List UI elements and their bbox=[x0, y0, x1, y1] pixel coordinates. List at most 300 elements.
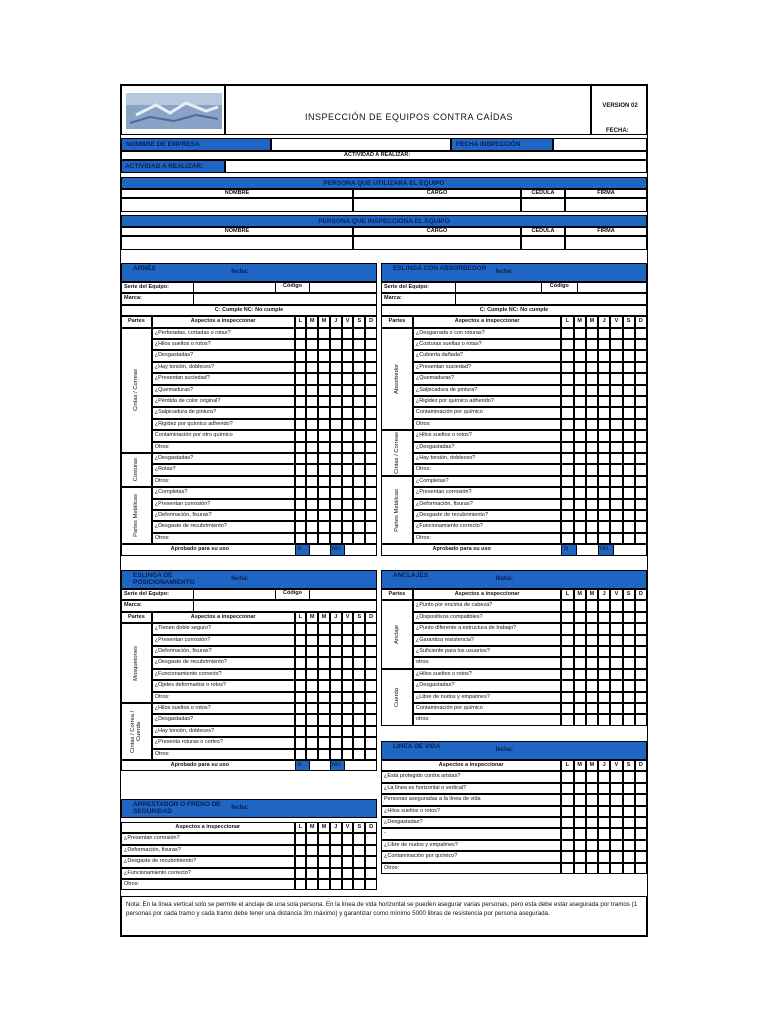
arrestador-check-cell[interactable] bbox=[342, 833, 354, 844]
arrestador-check-cell[interactable] bbox=[295, 845, 307, 856]
linea-vida-check-cell[interactable] bbox=[598, 783, 610, 794]
arnes-check-cell[interactable] bbox=[295, 487, 307, 498]
anclajes-check-cell[interactable] bbox=[635, 612, 647, 623]
eslinga-absorbedor-check-cell[interactable] bbox=[574, 476, 586, 487]
arnes-check-cell[interactable] bbox=[342, 373, 354, 384]
anclajes-check-cell[interactable] bbox=[574, 600, 586, 611]
arnes-check-cell[interactable] bbox=[306, 350, 318, 361]
arnes-check-cell[interactable] bbox=[318, 430, 330, 441]
arnes-check-cell[interactable] bbox=[306, 362, 318, 373]
eslinga-posicionamiento-check-cell[interactable] bbox=[342, 623, 354, 634]
linea-vida-check-cell[interactable] bbox=[635, 817, 647, 828]
anclajes-check-cell[interactable] bbox=[610, 600, 622, 611]
arrestador-check-cell[interactable] bbox=[365, 879, 377, 890]
arnes-check-cell[interactable] bbox=[295, 362, 307, 373]
eslinga-absorbedor-check-cell[interactable] bbox=[598, 328, 610, 339]
eslinga-absorbedor-check-cell[interactable] bbox=[635, 339, 647, 350]
eslinga-posicionamiento-check-cell[interactable] bbox=[295, 726, 307, 737]
eslinga-absorbedor-check-cell[interactable] bbox=[561, 328, 573, 339]
linea-vida-check-cell[interactable] bbox=[635, 840, 647, 851]
eslinga-absorbedor-check-cell[interactable] bbox=[598, 430, 610, 441]
arnes-check-cell[interactable] bbox=[330, 373, 342, 384]
anclajes-check-cell[interactable] bbox=[610, 623, 622, 634]
arnes-check-cell[interactable] bbox=[295, 533, 307, 544]
anclajes-check-cell[interactable] bbox=[561, 692, 573, 703]
linea-vida-check-cell[interactable] bbox=[561, 771, 573, 782]
anclajes-check-cell[interactable] bbox=[561, 669, 573, 680]
actividad-field[interactable] bbox=[225, 160, 647, 173]
persona-nombre-field[interactable] bbox=[121, 198, 353, 212]
eslinga-posicionamiento-check-cell[interactable] bbox=[330, 703, 342, 714]
arnes-check-cell[interactable] bbox=[306, 521, 318, 532]
anclajes-check-cell[interactable] bbox=[598, 623, 610, 634]
anclajes-check-cell[interactable] bbox=[623, 646, 635, 657]
eslinga-absorbedor-check-cell[interactable] bbox=[598, 510, 610, 521]
arnes-check-cell[interactable] bbox=[353, 533, 365, 544]
linea-vida-check-cell[interactable] bbox=[586, 863, 598, 874]
linea-vida-check-cell[interactable] bbox=[635, 794, 647, 805]
anclajes-check-cell[interactable] bbox=[623, 669, 635, 680]
linea-vida-check-cell[interactable] bbox=[574, 783, 586, 794]
eslinga-posicionamiento-check-cell[interactable] bbox=[365, 692, 377, 703]
eslinga-posicionamiento-check-cell[interactable] bbox=[330, 623, 342, 634]
anclajes-check-cell[interactable] bbox=[586, 635, 598, 646]
eslinga-posicionamiento-check-cell[interactable] bbox=[295, 692, 307, 703]
eslinga-posicionamiento-check-cell[interactable] bbox=[318, 703, 330, 714]
eslinga-posicionamiento-check-cell[interactable] bbox=[295, 623, 307, 634]
linea-vida-check-cell[interactable] bbox=[610, 863, 622, 874]
arnes-check-cell[interactable] bbox=[365, 442, 377, 453]
linea-vida-check-cell[interactable] bbox=[623, 794, 635, 805]
linea-vida-check-cell[interactable] bbox=[623, 863, 635, 874]
linea-vida-check-cell[interactable] bbox=[561, 794, 573, 805]
eslinga-posicionamiento-check-cell[interactable] bbox=[318, 692, 330, 703]
linea-vida-check-cell[interactable] bbox=[598, 840, 610, 851]
arnes-check-cell[interactable] bbox=[330, 385, 342, 396]
arrestador-check-cell[interactable] bbox=[318, 879, 330, 890]
eslinga-absorbedor-check-cell[interactable] bbox=[598, 533, 610, 544]
eslinga-posicionamiento-si-button[interactable]: SI bbox=[295, 760, 310, 771]
eslinga-posicionamiento-check-cell[interactable] bbox=[295, 646, 307, 657]
eslinga-posicionamiento-check-cell[interactable] bbox=[365, 726, 377, 737]
eslinga-posicionamiento-check-cell[interactable] bbox=[318, 680, 330, 691]
persona-cargo-field[interactable] bbox=[353, 198, 521, 212]
anclajes-check-cell[interactable] bbox=[586, 703, 598, 714]
anclajes-check-cell[interactable] bbox=[561, 657, 573, 668]
anclajes-check-cell[interactable] bbox=[574, 657, 586, 668]
arnes-check-cell[interactable] bbox=[295, 510, 307, 521]
eslinga-posicionamiento-check-cell[interactable] bbox=[318, 714, 330, 725]
arnes-check-cell[interactable] bbox=[295, 453, 307, 464]
arnes-check-cell[interactable] bbox=[318, 510, 330, 521]
arnes-check-cell[interactable] bbox=[306, 464, 318, 475]
eslinga-absorbedor-check-cell[interactable] bbox=[574, 362, 586, 373]
eslinga-absorbedor-check-cell[interactable] bbox=[610, 476, 622, 487]
arnes-check-cell[interactable] bbox=[330, 350, 342, 361]
linea-vida-check-cell[interactable] bbox=[623, 828, 635, 839]
eslinga-absorbedor-check-cell[interactable] bbox=[586, 385, 598, 396]
eslinga-absorbedor-check-cell[interactable] bbox=[635, 453, 647, 464]
arnes-check-cell[interactable] bbox=[353, 464, 365, 475]
eslinga-posicionamiento-check-cell[interactable] bbox=[318, 669, 330, 680]
arnes-check-cell[interactable] bbox=[306, 510, 318, 521]
arnes-check-cell[interactable] bbox=[342, 430, 354, 441]
anclajes-check-cell[interactable] bbox=[574, 635, 586, 646]
arnes-check-cell[interactable] bbox=[318, 487, 330, 498]
arnes-check-cell[interactable] bbox=[365, 407, 377, 418]
anclajes-check-cell[interactable] bbox=[610, 657, 622, 668]
arrestador-check-cell[interactable] bbox=[330, 879, 342, 890]
arnes-check-cell[interactable] bbox=[353, 510, 365, 521]
eslinga-absorbedor-check-cell[interactable] bbox=[586, 407, 598, 418]
arnes-check-cell[interactable] bbox=[342, 464, 354, 475]
arrestador-check-cell[interactable] bbox=[330, 868, 342, 879]
eslinga-absorbedor-check-cell[interactable] bbox=[610, 430, 622, 441]
eslinga-posicionamiento-check-cell[interactable] bbox=[330, 635, 342, 646]
eslinga-absorbedor-check-cell[interactable] bbox=[598, 487, 610, 498]
eslinga-posicionamiento-check-cell[interactable] bbox=[330, 646, 342, 657]
arnes-check-cell[interactable] bbox=[365, 396, 377, 407]
eslinga-absorbedor-check-cell[interactable] bbox=[623, 430, 635, 441]
arrestador-check-cell[interactable] bbox=[306, 879, 318, 890]
linea-vida-check-cell[interactable] bbox=[586, 806, 598, 817]
anclajes-check-cell[interactable] bbox=[586, 714, 598, 725]
arnes-check-cell[interactable] bbox=[306, 476, 318, 487]
arnes-check-cell[interactable] bbox=[330, 430, 342, 441]
anclajes-check-cell[interactable] bbox=[574, 669, 586, 680]
eslinga-absorbedor-check-cell[interactable] bbox=[610, 510, 622, 521]
eslinga-posicionamiento-check-cell[interactable] bbox=[365, 635, 377, 646]
eslinga-posicionamiento-check-cell[interactable] bbox=[342, 714, 354, 725]
eslinga-absorbedor-check-cell[interactable] bbox=[561, 453, 573, 464]
eslinga-absorbedor-check-cell[interactable] bbox=[635, 533, 647, 544]
eslinga-absorbedor-check-cell[interactable] bbox=[635, 442, 647, 453]
eslinga-absorbedor-check-cell[interactable] bbox=[610, 339, 622, 350]
eslinga-absorbedor-check-cell[interactable] bbox=[598, 464, 610, 475]
linea-vida-check-cell[interactable] bbox=[598, 817, 610, 828]
arnes-check-cell[interactable] bbox=[306, 339, 318, 350]
arnes-check-cell[interactable] bbox=[330, 339, 342, 350]
anclajes-check-cell[interactable] bbox=[574, 703, 586, 714]
linea-vida-check-cell[interactable] bbox=[561, 828, 573, 839]
eslinga-absorbedor-check-cell[interactable] bbox=[610, 464, 622, 475]
arnes-check-cell[interactable] bbox=[306, 442, 318, 453]
eslinga-posicionamiento-check-cell[interactable] bbox=[306, 669, 318, 680]
anclajes-check-cell[interactable] bbox=[635, 692, 647, 703]
arnes-check-cell[interactable] bbox=[318, 373, 330, 384]
linea-vida-check-cell[interactable] bbox=[635, 851, 647, 862]
anclajes-check-cell[interactable] bbox=[561, 623, 573, 634]
eslinga-absorbedor-check-cell[interactable] bbox=[623, 476, 635, 487]
eslinga-absorbedor-check-cell[interactable] bbox=[623, 350, 635, 361]
eslinga-absorbedor-check-cell[interactable] bbox=[561, 442, 573, 453]
anclajes-check-cell[interactable] bbox=[635, 600, 647, 611]
linea-vida-check-cell[interactable] bbox=[561, 817, 573, 828]
arnes-check-cell[interactable] bbox=[365, 453, 377, 464]
anclajes-check-cell[interactable] bbox=[610, 669, 622, 680]
anclajes-check-cell[interactable] bbox=[623, 612, 635, 623]
arrestador-check-cell[interactable] bbox=[318, 856, 330, 867]
linea-vida-check-cell[interactable] bbox=[561, 840, 573, 851]
eslinga-absorbedor-check-cell[interactable] bbox=[610, 373, 622, 384]
eslinga-absorbedor-no-button[interactable]: NO bbox=[598, 544, 614, 555]
anclajes-check-cell[interactable] bbox=[574, 714, 586, 725]
arnes-check-cell[interactable] bbox=[353, 487, 365, 498]
arnes-check-cell[interactable] bbox=[306, 385, 318, 396]
eslinga-posicionamiento-check-cell[interactable] bbox=[306, 635, 318, 646]
linea-vida-check-cell[interactable] bbox=[561, 806, 573, 817]
eslinga-posicionamiento-check-cell[interactable] bbox=[318, 749, 330, 760]
arnes-check-cell[interactable] bbox=[353, 328, 365, 339]
arrestador-check-cell[interactable] bbox=[306, 856, 318, 867]
eslinga-absorbedor-check-cell[interactable] bbox=[610, 499, 622, 510]
arnes-check-cell[interactable] bbox=[295, 328, 307, 339]
eslinga-posicionamiento-check-cell[interactable] bbox=[330, 749, 342, 760]
eslinga-posicionamiento-check-cell[interactable] bbox=[342, 669, 354, 680]
eslinga-posicionamiento-check-cell[interactable] bbox=[306, 703, 318, 714]
eslinga-absorbedor-check-cell[interactable] bbox=[623, 487, 635, 498]
eslinga-posicionamiento-check-cell[interactable] bbox=[295, 703, 307, 714]
eslinga-absorbedor-check-cell[interactable] bbox=[598, 373, 610, 384]
arnes-check-cell[interactable] bbox=[318, 328, 330, 339]
arnes-check-cell[interactable] bbox=[330, 453, 342, 464]
anclajes-check-cell[interactable] bbox=[623, 714, 635, 725]
arnes-check-cell[interactable] bbox=[318, 339, 330, 350]
fecha-inspeccion-field[interactable] bbox=[553, 138, 647, 151]
eslinga-posicionamiento-check-cell[interactable] bbox=[353, 703, 365, 714]
anclajes-check-cell[interactable] bbox=[635, 703, 647, 714]
linea-vida-check-cell[interactable] bbox=[574, 851, 586, 862]
eslinga-absorbedor-check-cell[interactable] bbox=[586, 350, 598, 361]
linea-vida-check-cell[interactable] bbox=[623, 817, 635, 828]
arrestador-check-cell[interactable] bbox=[295, 879, 307, 890]
linea-vida-check-cell[interactable] bbox=[623, 771, 635, 782]
anclajes-check-cell[interactable] bbox=[574, 680, 586, 691]
arnes-check-cell[interactable] bbox=[330, 533, 342, 544]
arnes-check-cell[interactable] bbox=[330, 476, 342, 487]
eslinga-absorbedor-check-cell[interactable] bbox=[635, 464, 647, 475]
linea-vida-check-cell[interactable] bbox=[586, 828, 598, 839]
eslinga-absorbedor-check-cell[interactable] bbox=[610, 396, 622, 407]
eslinga-posicionamiento-check-cell[interactable] bbox=[295, 635, 307, 646]
anclajes-check-cell[interactable] bbox=[610, 714, 622, 725]
eslinga-posicionamiento-check-cell[interactable] bbox=[342, 680, 354, 691]
arnes-check-cell[interactable] bbox=[353, 407, 365, 418]
arnes-check-cell[interactable] bbox=[318, 499, 330, 510]
arnes-check-cell[interactable] bbox=[353, 373, 365, 384]
eslinga-absorbedor-check-cell[interactable] bbox=[574, 419, 586, 430]
linea-vida-check-cell[interactable] bbox=[635, 863, 647, 874]
linea-vida-check-cell[interactable] bbox=[561, 783, 573, 794]
eslinga-absorbedor-check-cell[interactable] bbox=[598, 407, 610, 418]
arnes-check-cell[interactable] bbox=[318, 464, 330, 475]
eslinga-absorbedor-check-cell[interactable] bbox=[623, 533, 635, 544]
anclajes-check-cell[interactable] bbox=[574, 612, 586, 623]
eslinga-absorbedor-check-cell[interactable] bbox=[598, 362, 610, 373]
linea-vida-check-cell[interactable] bbox=[635, 771, 647, 782]
eslinga-posicionamiento-check-cell[interactable] bbox=[295, 749, 307, 760]
linea-vida-check-cell[interactable] bbox=[635, 828, 647, 839]
arrestador-check-cell[interactable] bbox=[306, 833, 318, 844]
eslinga-absorbedor-check-cell[interactable] bbox=[623, 419, 635, 430]
linea-vida-check-cell[interactable] bbox=[574, 840, 586, 851]
eslinga-posicionamiento-check-cell[interactable] bbox=[353, 635, 365, 646]
eslinga-posicionamiento-check-cell[interactable] bbox=[353, 692, 365, 703]
linea-vida-check-cell[interactable] bbox=[574, 817, 586, 828]
eslinga-absorbedor-check-cell[interactable] bbox=[598, 396, 610, 407]
anclajes-check-cell[interactable] bbox=[623, 635, 635, 646]
eslinga-absorbedor-check-cell[interactable] bbox=[561, 350, 573, 361]
arnes-check-cell[interactable] bbox=[342, 419, 354, 430]
arnes-no-button[interactable]: NO bbox=[330, 544, 345, 555]
eslinga-absorbedor-check-cell[interactable] bbox=[598, 499, 610, 510]
eslinga-absorbedor-check-cell[interactable] bbox=[561, 385, 573, 396]
anclajes-check-cell[interactable] bbox=[623, 600, 635, 611]
arnes-check-cell[interactable] bbox=[353, 521, 365, 532]
linea-vida-check-cell[interactable] bbox=[598, 851, 610, 862]
arnes-check-cell[interactable] bbox=[353, 419, 365, 430]
arnes-check-cell[interactable] bbox=[306, 328, 318, 339]
persona-nombre-field[interactable] bbox=[121, 236, 353, 250]
eslinga-posicionamiento-check-cell[interactable] bbox=[306, 749, 318, 760]
arnes-check-cell[interactable] bbox=[365, 476, 377, 487]
arnes-check-cell[interactable] bbox=[342, 442, 354, 453]
arrestador-check-cell[interactable] bbox=[330, 845, 342, 856]
eslinga-absorbedor-si-button[interactable]: SI bbox=[561, 544, 577, 555]
anclajes-check-cell[interactable] bbox=[586, 669, 598, 680]
eslinga-posicionamiento-check-cell[interactable] bbox=[318, 635, 330, 646]
arnes-check-cell[interactable] bbox=[306, 533, 318, 544]
arnes-check-cell[interactable] bbox=[365, 510, 377, 521]
eslinga-posicionamiento-check-cell[interactable] bbox=[330, 657, 342, 668]
linea-vida-check-cell[interactable] bbox=[586, 817, 598, 828]
eslinga-posicionamiento-check-cell[interactable] bbox=[306, 646, 318, 657]
arrestador-check-cell[interactable] bbox=[295, 868, 307, 879]
eslinga-absorbedor-check-cell[interactable] bbox=[635, 407, 647, 418]
eslinga-absorbedor-check-cell[interactable] bbox=[610, 407, 622, 418]
anclajes-check-cell[interactable] bbox=[561, 646, 573, 657]
arrestador-check-cell[interactable] bbox=[342, 856, 354, 867]
arnes-check-cell[interactable] bbox=[342, 510, 354, 521]
linea-vida-check-cell[interactable] bbox=[598, 806, 610, 817]
arnes-check-cell[interactable] bbox=[342, 487, 354, 498]
eslinga-posicionamiento-check-cell[interactable] bbox=[330, 726, 342, 737]
eslinga-absorbedor-check-cell[interactable] bbox=[635, 510, 647, 521]
eslinga-absorbedor-check-cell[interactable] bbox=[561, 533, 573, 544]
arnes-check-cell[interactable] bbox=[306, 487, 318, 498]
anclajes-check-cell[interactable] bbox=[610, 635, 622, 646]
arrestador-check-cell[interactable] bbox=[353, 833, 365, 844]
eslinga-absorbedor-check-cell[interactable] bbox=[623, 407, 635, 418]
linea-vida-check-cell[interactable] bbox=[610, 771, 622, 782]
persona-firma-field[interactable] bbox=[565, 198, 647, 212]
eslinga-absorbedor-check-cell[interactable] bbox=[561, 476, 573, 487]
eslinga-posicionamiento-check-cell[interactable] bbox=[295, 737, 307, 748]
eslinga-absorbedor-check-cell[interactable] bbox=[586, 373, 598, 384]
eslinga-absorbedor-check-cell[interactable] bbox=[623, 521, 635, 532]
eslinga-posicionamiento-check-cell[interactable] bbox=[318, 737, 330, 748]
eslinga-posicionamiento-check-cell[interactable] bbox=[295, 714, 307, 725]
arnes-check-cell[interactable] bbox=[365, 339, 377, 350]
arnes-check-cell[interactable] bbox=[295, 464, 307, 475]
eslinga-posicionamiento-check-cell[interactable] bbox=[365, 737, 377, 748]
arrestador-check-cell[interactable] bbox=[318, 868, 330, 879]
eslinga-posicionamiento-check-cell[interactable] bbox=[306, 726, 318, 737]
eslinga-absorbedor-check-cell[interactable] bbox=[586, 464, 598, 475]
arnes-check-cell[interactable] bbox=[330, 396, 342, 407]
arnes-check-cell[interactable] bbox=[330, 499, 342, 510]
arnes-check-cell[interactable] bbox=[342, 350, 354, 361]
eslinga-absorbedor-check-cell[interactable] bbox=[561, 510, 573, 521]
linea-vida-check-cell[interactable] bbox=[610, 817, 622, 828]
eslinga-posicionamiento-check-cell[interactable] bbox=[318, 646, 330, 657]
arnes-check-cell[interactable] bbox=[306, 373, 318, 384]
eslinga-absorbedor-check-cell[interactable] bbox=[574, 350, 586, 361]
eslinga-absorbedor-check-cell[interactable] bbox=[574, 430, 586, 441]
arnes-check-cell[interactable] bbox=[342, 339, 354, 350]
eslinga-posicionamiento-check-cell[interactable] bbox=[365, 703, 377, 714]
arnes-check-cell[interactable] bbox=[295, 521, 307, 532]
arnes-check-cell[interactable] bbox=[342, 453, 354, 464]
arnes-check-cell[interactable] bbox=[353, 362, 365, 373]
linea-vida-check-cell[interactable] bbox=[623, 851, 635, 862]
anclajes-check-cell[interactable] bbox=[610, 646, 622, 657]
eslinga-absorbedor-check-cell[interactable] bbox=[610, 533, 622, 544]
anclajes-check-cell[interactable] bbox=[635, 657, 647, 668]
empresa-field[interactable] bbox=[271, 138, 451, 151]
eslinga-posicionamiento-check-cell[interactable] bbox=[353, 623, 365, 634]
eslinga-absorbedor-check-cell[interactable] bbox=[635, 487, 647, 498]
eslinga-posicionamiento-id-field[interactable] bbox=[193, 600, 377, 611]
eslinga-absorbedor-check-cell[interactable] bbox=[635, 419, 647, 430]
arnes-check-cell[interactable] bbox=[353, 476, 365, 487]
eslinga-absorbedor-check-cell[interactable] bbox=[623, 362, 635, 373]
linea-vida-check-cell[interactable] bbox=[574, 794, 586, 805]
eslinga-absorbedor-check-cell[interactable] bbox=[586, 499, 598, 510]
eslinga-absorbedor-check-cell[interactable] bbox=[574, 407, 586, 418]
arnes-check-cell[interactable] bbox=[295, 407, 307, 418]
arnes-check-cell[interactable] bbox=[295, 476, 307, 487]
anclajes-check-cell[interactable] bbox=[561, 714, 573, 725]
eslinga-absorbedor-check-cell[interactable] bbox=[561, 339, 573, 350]
arnes-check-cell[interactable] bbox=[330, 328, 342, 339]
eslinga-absorbedor-check-cell[interactable] bbox=[623, 464, 635, 475]
eslinga-posicionamiento-check-cell[interactable] bbox=[353, 749, 365, 760]
arrestador-check-cell[interactable] bbox=[353, 845, 365, 856]
eslinga-absorbedor-check-cell[interactable] bbox=[635, 373, 647, 384]
persona-cargo-field[interactable] bbox=[353, 236, 521, 250]
arrestador-check-cell[interactable] bbox=[353, 856, 365, 867]
eslinga-absorbedor-check-cell[interactable] bbox=[574, 499, 586, 510]
eslinga-absorbedor-check-cell[interactable] bbox=[561, 396, 573, 407]
arnes-check-cell[interactable] bbox=[318, 521, 330, 532]
eslinga-posicionamiento-check-cell[interactable] bbox=[353, 737, 365, 748]
anclajes-check-cell[interactable] bbox=[623, 703, 635, 714]
arrestador-check-cell[interactable] bbox=[342, 868, 354, 879]
eslinga-absorbedor-check-cell[interactable] bbox=[561, 464, 573, 475]
arrestador-check-cell[interactable] bbox=[342, 879, 354, 890]
arnes-check-cell[interactable] bbox=[365, 419, 377, 430]
eslinga-absorbedor-check-cell[interactable] bbox=[610, 521, 622, 532]
eslinga-posicionamiento-check-cell[interactable] bbox=[353, 726, 365, 737]
arnes-check-cell[interactable] bbox=[330, 464, 342, 475]
anclajes-check-cell[interactable] bbox=[574, 623, 586, 634]
eslinga-absorbedor-check-cell[interactable] bbox=[574, 510, 586, 521]
arnes-check-cell[interactable] bbox=[365, 499, 377, 510]
eslinga-posicionamiento-check-cell[interactable] bbox=[330, 692, 342, 703]
eslinga-absorbedor-check-cell[interactable] bbox=[574, 464, 586, 475]
eslinga-absorbedor-check-cell[interactable] bbox=[623, 442, 635, 453]
